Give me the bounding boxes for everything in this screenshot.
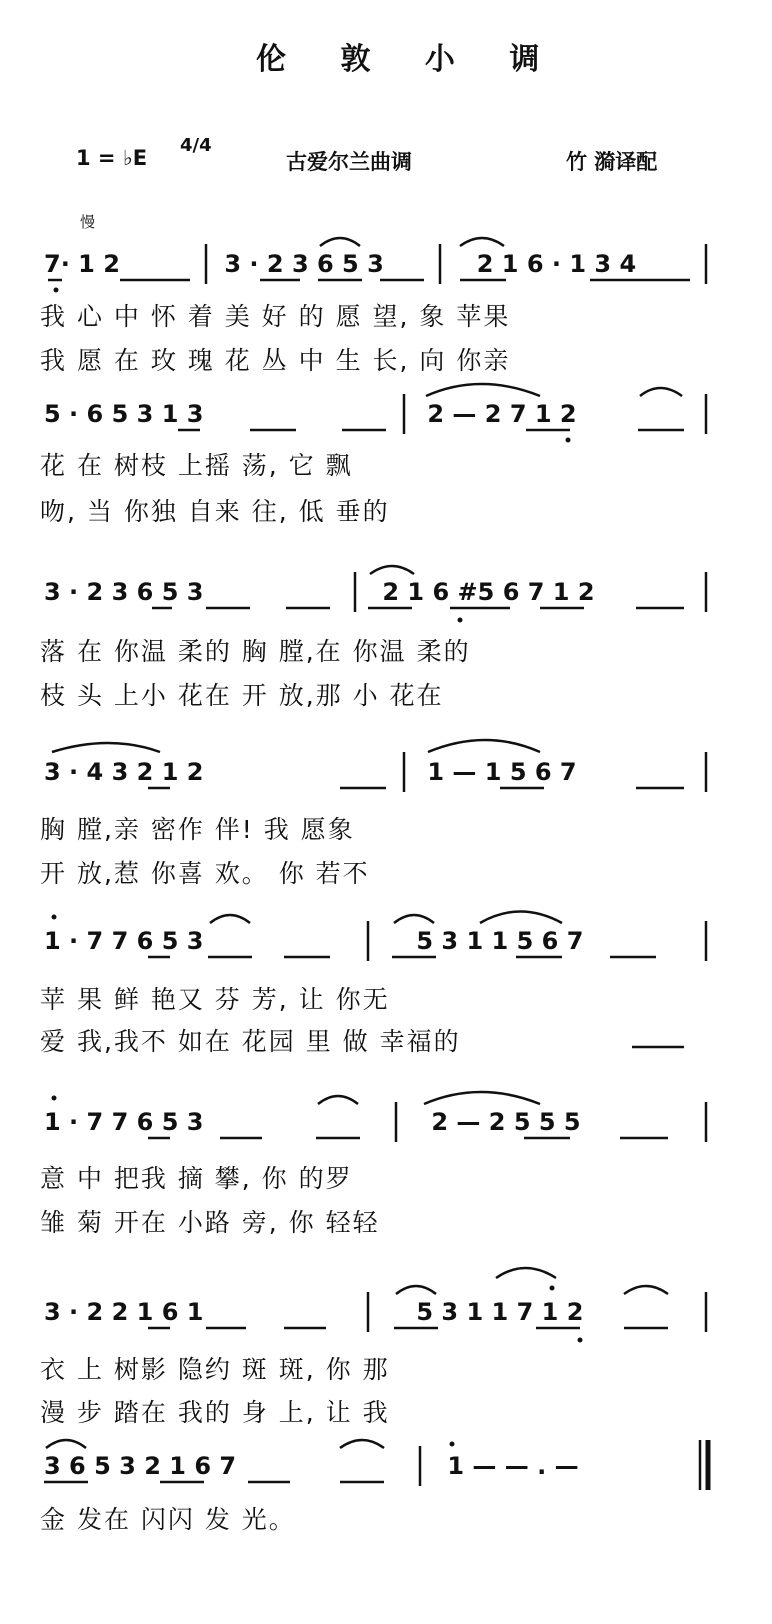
- key-signature: 1 = ♭E: [76, 146, 148, 170]
- system-6-lyrics-verse-1: 意 中 把我 摘 攀, 你 的罗: [40, 1164, 353, 1193]
- system-1-lyrics-verse-2: 我 愿 在 玫 瑰 花 丛 中 生 长, 向 你亲: [40, 346, 511, 375]
- measure: 5 3 1 1 7 1 2: [416, 1298, 584, 1326]
- slur: [46, 1440, 86, 1448]
- slur: [52, 743, 160, 752]
- measure: 3 · 2 3 6 5 3: [224, 250, 384, 278]
- measure: 2 1 6 · 1 3 4: [476, 250, 637, 278]
- time-signature-text: 4/4: [180, 135, 212, 156]
- system-4-lyrics-verse-1: 胸 膛,亲 密作 伴! 我 愿象: [40, 815, 355, 844]
- translator-label: 竹 漪译配: [566, 150, 658, 174]
- measure: 5 · 6 5 3 1 3: [44, 400, 204, 428]
- system-8-lyrics-verse-1: 金 发在 闪闪 发 光。: [40, 1505, 296, 1534]
- slur: [624, 1286, 668, 1294]
- system-3-lyrics-verse-2: 枝 头 上小 花在 开 放,那 小 花在: [40, 681, 444, 710]
- measure: 1 · 7 7 6 5 3: [44, 927, 204, 955]
- measure: 7· 1 2: [44, 250, 120, 278]
- slur: [640, 388, 682, 396]
- measure: 1 — — . —: [447, 1452, 579, 1480]
- slur: [460, 238, 504, 246]
- tempo-marking: 慢: [80, 213, 96, 231]
- system-7-lyrics-verse-2: 漫 步 踏在 我的 身 上, 让 我: [40, 1398, 390, 1427]
- measure: 1 · 7 7 6 5 3: [44, 1108, 204, 1136]
- slur: [370, 566, 414, 574]
- slur: [428, 740, 540, 752]
- system-5-lyrics-verse-1: 苹 果 鲜 艳又 芬 芳, 让 你无: [40, 985, 390, 1014]
- system-1-lyrics-verse-1: 我 心 中 怀 着 美 好 的 愿 望, 象 苹果: [40, 302, 511, 331]
- origin-label: 古爱尔兰曲调: [286, 150, 412, 174]
- slur: [320, 238, 360, 246]
- system-3-lyrics-verse-1: 落 在 你温 柔的 胸 膛,在 你温 柔的: [40, 637, 471, 666]
- measure: 5 3 1 1 5 6 7: [416, 927, 584, 955]
- slur: [396, 1286, 436, 1294]
- system-2-lyrics-verse-1: 花 在 树枝 上摇 荡, 它 飘: [40, 451, 353, 480]
- measure: 3 6 5 3 2 1 6 7: [44, 1452, 237, 1480]
- measure: 2 — 2 7 1 2: [427, 400, 577, 428]
- slur: [496, 1268, 556, 1278]
- slur: [424, 1092, 540, 1104]
- slur: [318, 1096, 358, 1104]
- system-4-lyrics-verse-2: 开 放,惹 你喜 欢。 你 若不: [40, 859, 370, 888]
- measure: 2 1 6 #5 6 7 1 2: [382, 578, 595, 606]
- slur: [426, 384, 540, 396]
- system-7-lyrics-verse-1: 衣 上 树影 隐约 斑 斑, 你 那: [40, 1355, 390, 1384]
- measure: 3 · 2 3 6 5 3: [44, 578, 204, 606]
- page-title: 伦 敦 小 调: [256, 42, 562, 77]
- system-5-lyrics-verse-2: 爱 我,我不 如在 花园 里 做 幸福的: [40, 1027, 461, 1056]
- slur: [394, 915, 434, 923]
- measure: 3 · 4 3 2 1 2: [44, 758, 204, 786]
- slur: [480, 912, 562, 924]
- slur: [340, 1440, 384, 1448]
- system-2-lyrics-verse-2: 吻, 当 你独 自来 往, 低 垂的: [40, 497, 390, 526]
- system-6-lyrics-verse-2: 雏 菊 开在 小路 旁, 你 轻轻: [40, 1208, 380, 1237]
- slur: [210, 915, 250, 923]
- measure: 2 — 2 5 5 5: [431, 1108, 581, 1136]
- measure: 1 — 1 5 6 7: [427, 758, 577, 786]
- measure: 3 · 2 2 1 6 1: [44, 1298, 204, 1326]
